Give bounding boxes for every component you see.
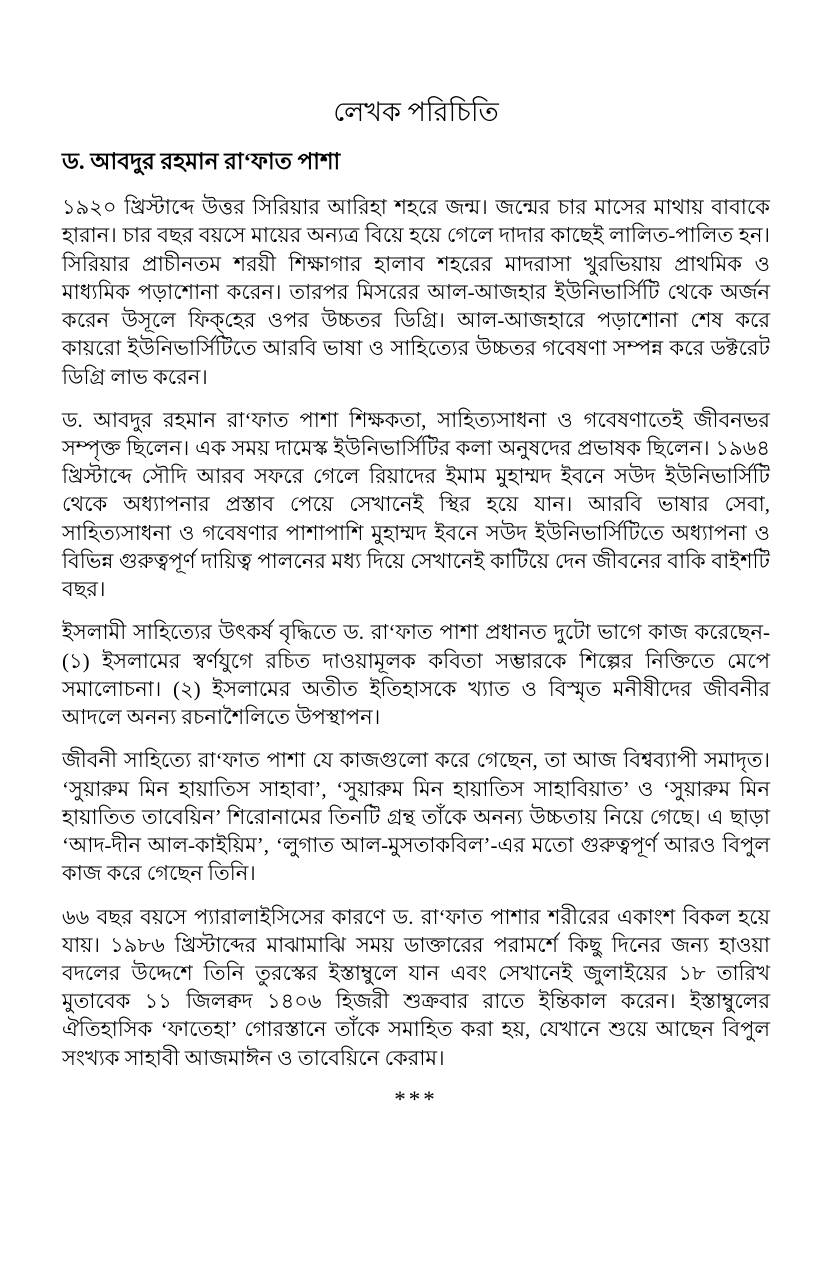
paragraph-birth-education: ১৯২০ খ্রিস্টাব্দে উত্তর সিরিয়ার আরিহা শহরে জন্ম। জন্মের চার মাসের মাথায় বাবাকে হারান। চার বছর বয়সে মায়ের অন্যত্র বিয়ে হয়ে গেলে দাদার কাছেই লালিত-পালিত হন। সিরিয়ার প্রাচীনতম শরয়ী শিক্ষাগার হালাব শহরের মাদরাসা খুরভিয়ায় প্রাথমিক ও মাধ্যমিক পড়াশোনা করেন। তারপর মিসরের আল-আজহার ইউনিভার্সিটি থেকে অর্জন করেন উসূলে ফিক্‌হের ওপর উচ্চতর ডিগ্রি। আল-আজহারে পড়াশোনা শেষ করে কায়রো ইউনিভার্সিটিতে আরবি ভাষা ও সাহিত্যের উচ্চতর গবেষণা সম্পন্ন করে ডক্টরেট ডিগ্রি লাভ করেন। (62, 195, 770, 389)
paragraph-literary-work: ইসলামী সাহিত্যের উৎকর্ষ বৃদ্ধিতে ড. রা‘ফাত পাশা প্রধানত দুটো ভাগে কাজ করেছেন- (১) ইসলামের স্বর্ণযুগে রচিত দাওয়ামূলক কবিতা সম্ভারকে শিল্পের নিক্তিতে মেপে সমালোচনা। (২) ইসলামের অতীত ইতিহাসকে খ্যাত ও বিস্মৃত মনীষীদের জীবনীর আদলে অনন্য রচনাশৈলিতে উপস্থাপন। (62, 620, 770, 730)
page-title: লেখক পরিচিতি (333, 97, 499, 127)
paragraph-death: ৬৬ বছর বয়সে প্যারালাইসিসের কারণে ড. রা‘ফাত পাশার শরীরের একাংশ বিকল হয়ে যায়। ১৯৮৬ খ্রিস্টাব্দের মাঝামাঝি সময় ডাক্তারের পরামর্শে কিছু দিনের জন্য হাওয়া বদলের উদ্দেশে তিনি তুরস্কের ইস্তাম্বুলে যান এবং সেখানেই জুলাইয়ের ১৮ তারিখ মুতাবেক ১১ জিলক্বদ ১৪০৬ হিজরী শুক্রবার রাতে ইন্তিকাল করেন। ইস্তাম্বুলের ঐতিহাসিক ‘ফাতেহা’ গোরস্তানে তাঁকে সমাহিত করা হয়, যেখানে শুয়ে আছেন বিপুল সংখ্যক সাহাবী আজমাঈন ও তাবেয়িনে কেরাম। (62, 904, 770, 1070)
section-end-mark: *** (394, 1086, 438, 1112)
author-name-heading: ড. আবদুর রহমান রা‘ফাত পাশা (62, 149, 341, 175)
paragraph-biography-books: জীবনী সাহিত্যে রা‘ফাত পাশা যে কাজগুলো করে গেছেন, তা আজ বিশ্বব্যাপী সমাদৃত। ‘সুয়ারুম মিন হায়াতিস সাহাবা’, ‘সুয়ারুম মিন হায়াতিস সাহাবিয়াত’ ও ‘সুয়ারুম মিন হায়াতিত তাবেয়িন’ শিরোনামের তিনটি গ্রন্থ তাঁকে অনন্য উচ্চতায় নিয়ে গেছে। এ ছাড়া ‘আদ-দীন আল-কাইয়িম’, ‘লুগাত আল-মুসতাকবিল’-এর মতো গুরুত্বপূর্ণ আরও বিপুল কাজ করে গেছেন তিনি। (62, 748, 770, 886)
paragraph-career: ড. আবদুর রহমান রা‘ফাত পাশা শিক্ষকতা, সাহিত্যসাধনা ও গবেষণাতেই জীবনভর সম্পৃক্ত ছিলেন। এক সময় দামেস্ক ইউনিভার্সিটির কলা অনুষদের প্রভাষক ছিলেন। ১৯৬৪ খ্রিস্টাব্দে সৌদি আরব সফরে গেলে রিয়াদের ইমাম মুহাম্মদ ইবনে সউদ ইউনিভার্সিটি থেকে অধ্যাপনার প্রস্তাব পেয়ে সেখানেই স্থির হয়ে যান। আরবি ভাষার সেবা, সাহিত্যসাধনা ও গবেষণার পাশাপাশি মুহাম্মদ ইবনে সউদ ইউনিভার্সিটিতে অধ্যাপনা ও বিভিন্ন গুরুত্বপূর্ণ দায়িত্ব পালনের মধ্য দিয়ে সেখানেই কাটিয়ে দেন জীবনের বাকি বাইশটি বছর। (62, 407, 770, 602)
